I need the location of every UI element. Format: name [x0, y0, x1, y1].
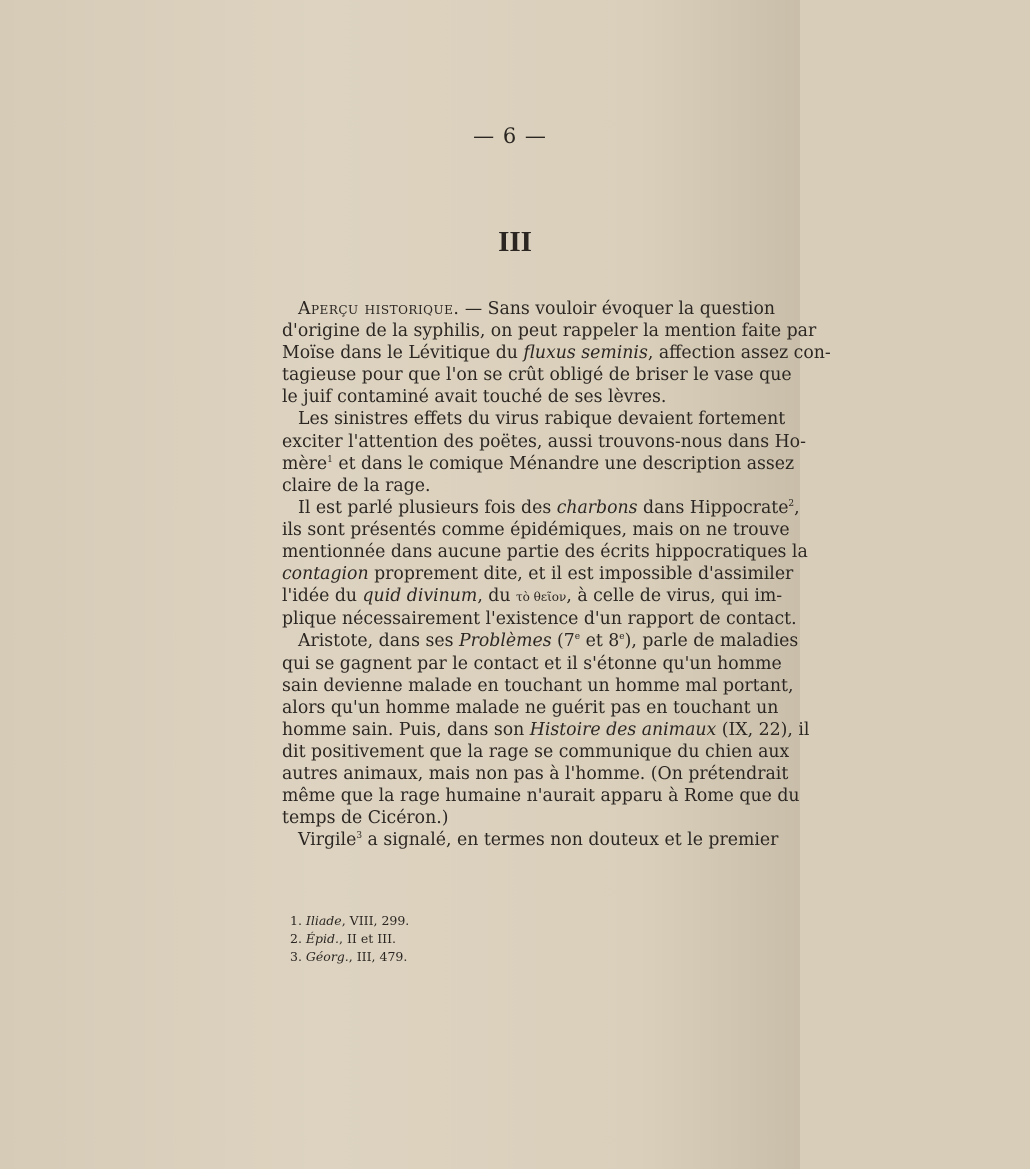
paragraph-line: exciter l'attention des poëtes, aussi trouvons-nous dans Ho- [282, 431, 806, 452]
text-run: mère [282, 453, 328, 474]
footnote-title: Épid. [305, 931, 340, 946]
footnote-ref-text: , VIII, 299. [341, 913, 410, 928]
paragraph-line: tagieuse pour que l'on se crût obligé de briser le vase que [282, 365, 792, 386]
section-title: Aperçu historique. [298, 299, 460, 319]
text-run: et 8 [580, 631, 620, 652]
paragraph-line [282, 298, 775, 320]
greek-term: τὸ θεῖον [515, 590, 567, 605]
paragraph-line: alors qu'un homme malade ne guérit pas en touchant un [282, 697, 779, 718]
paragraph-line [282, 497, 800, 519]
paragraph-line [282, 829, 779, 851]
footnotes [290, 912, 409, 966]
superscript: e [574, 632, 581, 643]
paragraph-line [282, 342, 831, 364]
chapter-heading: III [498, 226, 532, 258]
paragraph-line: mentionnée dans aucune partie des écrits hippocratiques la [282, 542, 808, 563]
paragraph-line: d'origine de la syphilis, on peut rappeler la mention faite par [282, 321, 817, 342]
text-run: (7 [551, 631, 575, 652]
superscript: e [619, 632, 625, 643]
footnote [290, 948, 409, 966]
paragraph-line: même que la rage humaine n'aurait apparu à Rome que du [282, 786, 800, 807]
footnote-number: 2. [290, 931, 302, 946]
footnote-ref-text: , III, 479. [348, 949, 408, 964]
italic-term: quid divinum [362, 586, 478, 607]
footnote-ref[interactable]: 3 [356, 831, 363, 842]
paragraph-line: autres animaux, mais non pas à l'homme. (On prétendrait [282, 763, 789, 784]
body-text [282, 298, 831, 851]
footnote-ref-text: , II et III. [339, 931, 397, 946]
paragraph-line [282, 585, 783, 608]
italic-term: Problèmes [458, 631, 552, 652]
text-run: , [794, 497, 800, 518]
italic-term: charbons [556, 497, 638, 518]
footnote-ref[interactable]: 1 [327, 454, 333, 465]
footnote [290, 912, 409, 930]
text-run: a signalé, en termes non douteux et le premier [362, 830, 779, 851]
footnote-number: 1. [290, 913, 302, 928]
paragraph-line [282, 453, 795, 475]
paragraph-line [282, 563, 794, 585]
text-run: l'idée du [282, 586, 363, 607]
footnote-title: Géorg. [305, 949, 349, 964]
italic-term: Histoire des animaux [529, 719, 717, 740]
paragraph-line: Les sinistres effets du virus rabique devaient fortement [298, 409, 786, 430]
footnote [290, 930, 409, 948]
text-run: dans Hippocrate [637, 497, 789, 518]
text-run: homme sain. Puis, dans son [282, 719, 530, 740]
italic-term: fluxus seminis [523, 343, 648, 364]
text-run: , du [477, 586, 516, 607]
footnote-title: Iliade [305, 913, 342, 928]
text-run: , affection assez con- [647, 343, 831, 364]
paragraph-line: temps de Cicéron.) [282, 808, 449, 829]
paragraph-line: dit positivement que la rage se communique du chien aux [282, 741, 790, 762]
text-run: Virgile [298, 830, 357, 851]
footnote-number: 3. [290, 949, 302, 964]
paragraph-line: qui se gagnent par le contact et il s'étonne qu'un homme [282, 653, 782, 674]
paragraph-line [282, 630, 799, 652]
text-run: Aristote, dans ses [298, 631, 459, 652]
text-run: — Sans vouloir évoquer la question [459, 299, 775, 319]
text-run: (IX, 22), il [716, 719, 810, 740]
text-run: , à celle de virus, qui im- [566, 586, 783, 607]
text-run: ), parle de maladies [624, 631, 799, 652]
footnote-ref[interactable]: 2 [788, 498, 795, 509]
text-run: proprement dite, et il est impossible d'assimiler [368, 564, 794, 585]
text-run: Moïse dans le Lévitique du [282, 343, 524, 364]
paragraph-line: ils sont présentés comme épidémiques, mais on ne trouve [282, 519, 790, 540]
page-number: — 6 — [473, 124, 547, 148]
text-run: et dans le comique Ménandre une description assez [332, 453, 795, 474]
paragraph-line [282, 719, 810, 741]
paragraph-line: plique nécessairement l'existence d'un rapport de contact. [282, 609, 797, 630]
paragraph-line: sain devienne malade en touchant un homme mal portant, [282, 675, 794, 696]
paragraph-line: le juif contaminé avait touché de ses lèvres. [282, 387, 667, 408]
italic-term: contagion [282, 564, 369, 585]
text-run: Il est parlé plusieurs fois des [298, 497, 557, 518]
paragraph-line: claire de la rage. [282, 475, 431, 496]
